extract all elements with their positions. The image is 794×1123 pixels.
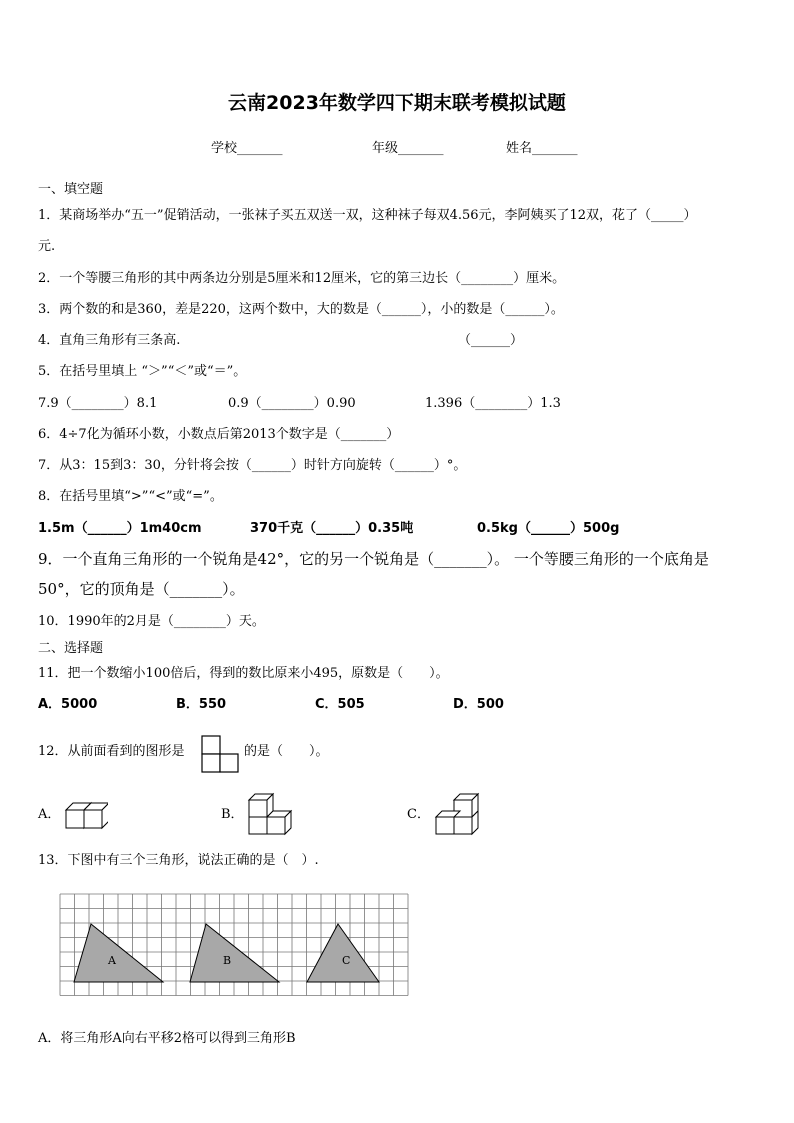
question-13: 13．下图中有三个三角形，说法正确的是（ ）.: [38, 853, 319, 868]
triangle-c: [307, 924, 379, 982]
q8-item: 1.5m（______）1m40cm: [38, 521, 202, 536]
q11-option[interactable]: C．505: [315, 697, 365, 712]
question-12-pre: 12．从前面看到的图形是: [38, 744, 185, 759]
page-title: 云南2023年数学四下期末联考模拟试题: [228, 92, 566, 114]
question-1-cont: 元.: [38, 239, 56, 254]
q8-item: 370千克（______）0.35吨: [250, 521, 414, 536]
question-3: 3．两个数的和是360，差是220，这两个数中，大的数是（______），小的数是（______）。: [38, 302, 564, 317]
triangle-grid-figure: [58, 892, 414, 1000]
question-6: 6．4÷7化为循环小数，小数点后第2013个数字是（_______）: [38, 427, 400, 442]
q8-item: 0.5kg（______）500g: [477, 521, 620, 536]
question-7: 7．从3：15到3：30，分针将会按（______）时针方向旋转（______）°。: [38, 458, 467, 473]
q11-option[interactable]: A．5000: [38, 697, 98, 712]
question-1: 1．某商场举办“五一”促销活动，一张袜子买五双送一双，这种袜子每双4.56元，李阿姨买了12双，花了（_____）: [38, 208, 697, 223]
school-field[interactable]: 学校_______: [211, 141, 283, 156]
section-fill-blank: 一、填空题: [38, 182, 104, 197]
question-4-blank[interactable]: （______）: [458, 333, 524, 348]
cube-figure-a: [64, 798, 108, 832]
question-9-cont: 50°，它的顶角是（_______）。: [38, 580, 245, 598]
question-13-option-a[interactable]: A．将三角形A向右平移2格可以得到三角形B: [38, 1031, 296, 1046]
triangle-label: A: [108, 954, 116, 967]
question-4: 4．直角三角形有三条高.: [38, 333, 181, 348]
q12-option-a[interactable]: A．: [38, 807, 61, 822]
q11-option[interactable]: B．550: [176, 697, 227, 712]
q5-item: 1.396（________）1.3: [425, 396, 561, 411]
triangle-b: [190, 924, 279, 982]
name-field[interactable]: 姓名_______: [506, 141, 578, 156]
q12-option-c[interactable]: C．: [407, 807, 430, 822]
triangle-label: C: [342, 954, 351, 967]
q12-option-b[interactable]: B．: [221, 807, 244, 822]
question-5: 5．在括号里填上 “＞”“＜”或“＝”。: [38, 364, 247, 379]
q5-item: 0.9（________）0.90: [228, 396, 356, 411]
question-12-post: 的是（ ）。: [244, 744, 329, 759]
cube-figure-c: [434, 792, 480, 836]
grade-field[interactable]: 年级_______: [372, 141, 444, 156]
front-view-figure: [200, 734, 242, 774]
triangle-label: B: [223, 954, 232, 967]
question-2: 2．一个等腰三角形的其中两条边分别是5厘米和12厘米，它的第三边长（________）厘米。: [38, 271, 566, 286]
section-choice: 二、选择题: [38, 641, 104, 656]
q11-option[interactable]: D．500: [453, 697, 504, 712]
question-8: 8．在括号里填“>”“<”或“=”。: [38, 489, 223, 504]
q5-item: 7.9（________）8.1: [38, 396, 158, 411]
question-11: 11．把一个数缩小100倍后，得到的数比原来小495，原数是（ ）。: [38, 666, 449, 681]
question-10: 10．1990年的2月是（________）天。: [38, 614, 265, 629]
triangle-a: [74, 924, 163, 982]
question-9: 9．一个直角三角形的一个锐角是42°，它的另一个锐角是（_______）。 一个等腰三角形的一个底角是: [38, 550, 709, 568]
cube-figure-b: [247, 792, 293, 836]
